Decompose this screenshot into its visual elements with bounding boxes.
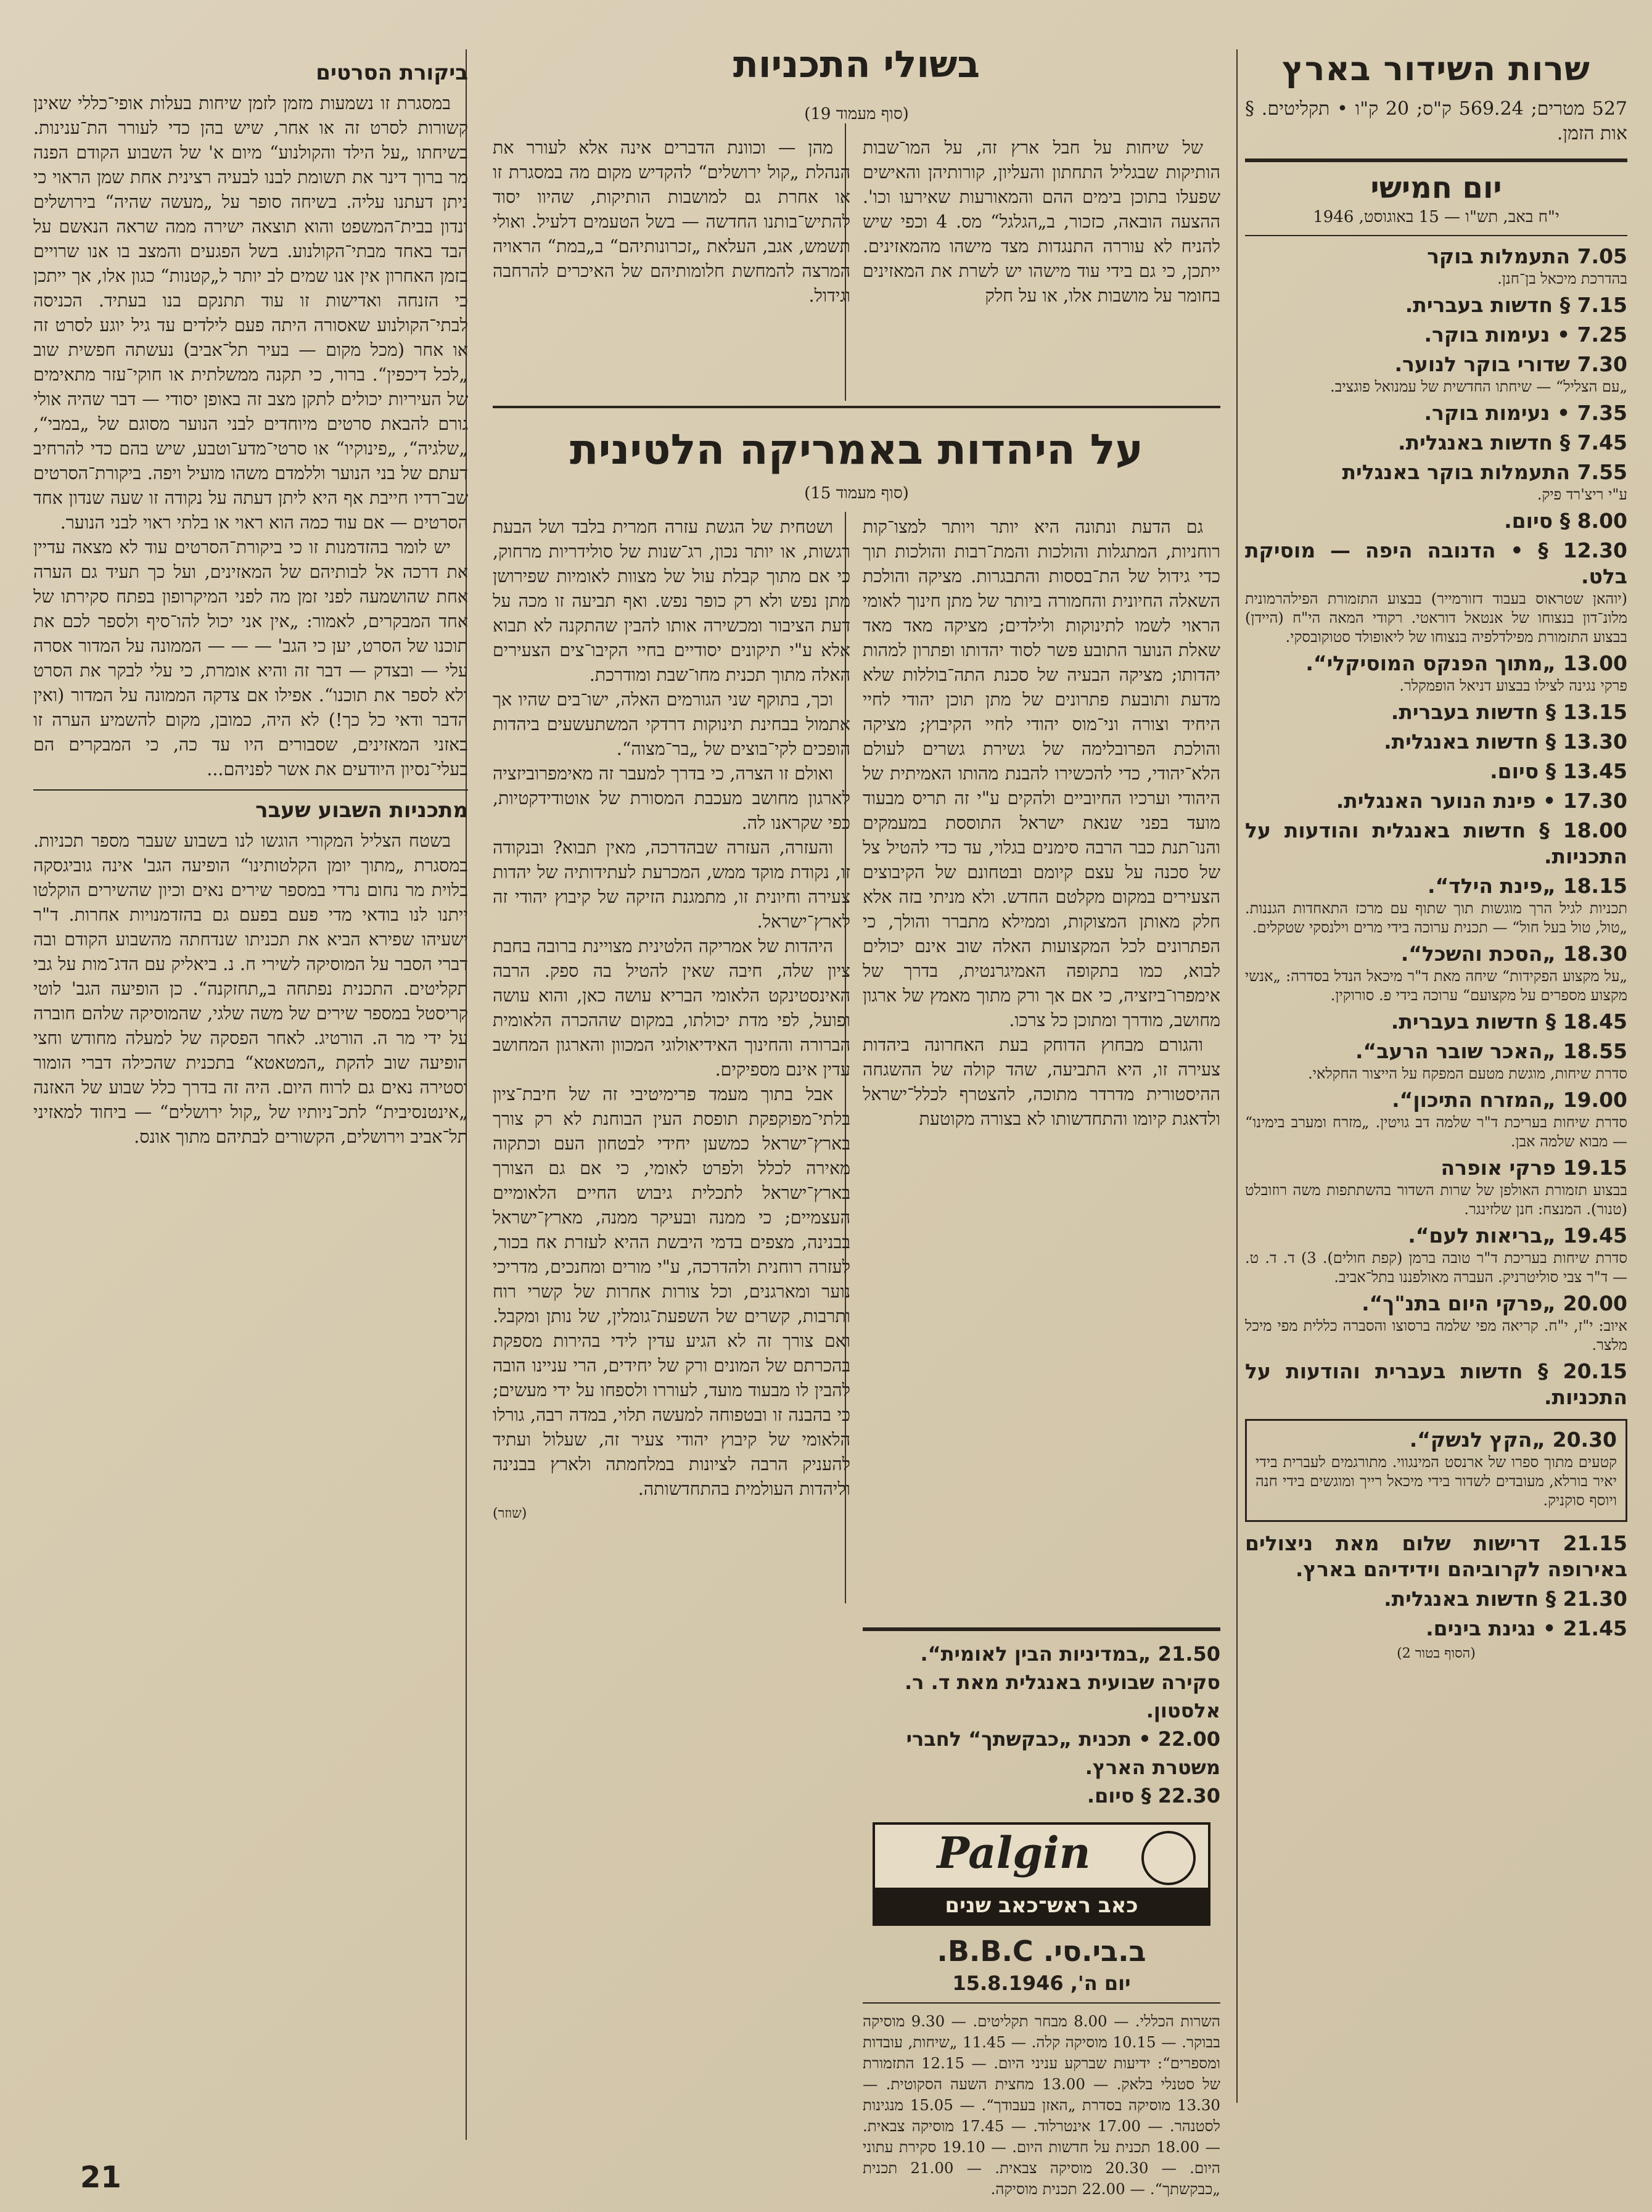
- program-description: איוב: י"ז, י"ח. קריאה מפי שלמה ברסוצו והסברה כללית מפי מיכל מלצר.: [1245, 1317, 1627, 1354]
- article2-text: היהדות של אמריקה הלטינית מצויינת ברובה בחבת ציון שלה, חיבה שאין להטיל בה ספק. הרבה האינסטינקט הלאומי הבריא עושה כאן, והוא עושה ופועל, לפי מדת יכולתו, במקום שההכרה הלאומית הברורה והחינוך האידיאולוגי המכוון והארגון המחושב עדין אינם מספיקים.: [493, 936, 850, 1080]
- program-time-title: 20.15 § חדשות בעברית והודעות על התכניות.: [1245, 1359, 1627, 1409]
- program-item: [1245, 818, 1627, 870]
- program-item: [1245, 699, 1627, 725]
- schedule-masthead: שרות השידור בארץ: [1282, 49, 1590, 88]
- article1-col-a: [863, 136, 1220, 395]
- program-time-title: 13.30 § חדשות באנגלית.: [1384, 730, 1627, 754]
- article2-text: אבל בתוך מעמד פרימיטיבי זה של חיבת־ציון בלתי־מפוקפקת תופסת העין הבוחנת לא רק צורך בארץ־ישראל כמשען יחידי לבטחון העם וכתקוה מאירה לכלל ולפרט לאומי, כי אם גם הצורך בארץ־ישראל לתכלית גיבוש החיים הלאומיים העצמיים; כי ממנה ובעיקר ממנה, מארץ־ישראל בבנינה, מצפים בדמי היבשת ההיא לעזרת אח בכור, לעזרה רוחנית ולהדרכה, ע"י מורים ומחנכים, מדריכי נוער ומארגנים, וכל צורות אחרות של קשרי רוח ותרבות, קשרים של השפעת־גומלין, של נותן ומקבל. ואם צורך זה לא הגיע עדין לידי בהירות מספקת בהכרתם של המונים ורק של יחידים, הרי עניינו הובה להבין לו מבעוד מועד, לעוררו ולספחו על ידי מעשים; כי בהבנה זו ובטפוחה למעשה תלוי, במדה רבה, גורלו הלאומי של קיבוץ יהודי צעיר זה, שעלול ועתיד להעניק הרבה לציונות במלחמתה ולארץ בבנינה וליהדות העולמית בהתחדשותה.: [493, 1084, 850, 1499]
- palgin-logo: Palgin: [937, 1827, 1091, 1878]
- bbc-name: ב.בי.סי. B.B.C.: [937, 1934, 1146, 1968]
- column-rule: [1236, 49, 1238, 2103]
- program-item: [1245, 244, 1627, 289]
- program-time-title: 18.55 „האכר שובר הרעב“.: [1355, 1039, 1627, 1063]
- bbc-date: יום ה', 15.8.1946: [952, 1971, 1131, 1995]
- page-number: 21: [80, 2160, 121, 2195]
- article2-text: והעזרה, העזרה שבהדרכה, מאין תבוא? ובנקודה זו, נקודת מוקד ממש, המכרעת לעתידותיה של יהדות צעירה וחיונית זו, מתמגנת הזיקה של קיבוץ יהודי זה לארץ־ישראל.: [493, 837, 850, 932]
- program-time-title: 20.00 „פרקי היום בתנ"ך“.: [1362, 1291, 1627, 1315]
- article2-text: גם הדעת ונתונה היא יותר ויותר למצו־קות רוחניות, המתגלות והולכות והמת־רבות והולכות תוך כדי גידול של הת־בססות והתבגרות. מציקה והולכת השאלה החיונית והחמורה ביותר של מתן חינוך לאומי הראוי לשמו לתינוקות ולילדים; מציקה מאד מאד שאלת הנוער התובע פשר לסוד יהדותו ופתרון למהות יהדותו; מציקה הבעיה של סכנת התה־בוללות שלא מדעת ותובעת פתרונים של מתן תוכן יהודי לחיי היחיד וצורה וני־מוס יהודי לחיי הקיבוץ; מציקה והולכת הפרובלימה של גשירת גשרים לעולם הלא־יהודי, כדי להכשירו להבנת מהותו האמיתית של היהודי וערכיו החיוביים ולהקים ע"י זה תריס מבעוד מועד בפני שנאת ישראל התוססת במעמקים והנו־תנת כבר הרבה סימנים בגלוי, עד כדי להטיל צל של סכנה על עצם קיומם ובטחונם של הקיבוצים הצעירים במקום מקלטם החדש. ולא מניתי בזה אלא חלק מאותן המצוקות, וממילא מתברר והולך, כי הפתרונים לכל המקצועות האלה שוב אינם יכולים לבוא, כמו בתקופה האמיגרנטית, בדרך של אימפרו־ביזציה, כי אם אך ורק מתוך מאמץ של ארגון מחושב, מודרך ומתוכן כל צרכו.: [863, 517, 1220, 1030]
- program-description: „על מקצוע הפקידות“ שיחה מאת ד"ר מיכאל הנדל בסדרה: „אנשי מקצוע מספרים על מקצועם“ ערוכה בידי פ. סורוקין.: [1245, 968, 1627, 1004]
- article-divider: [493, 406, 1220, 408]
- bbc-top-item: 22.30 § סיום.: [1087, 1784, 1220, 1807]
- bbc-block: [863, 1619, 1221, 2198]
- program-time-title: 13.15 § חדשות בעברית.: [1391, 700, 1627, 724]
- program-item: [1245, 873, 1627, 937]
- last-week-title: מתכניות השבוע שעבר: [255, 798, 468, 823]
- article2-col-a: [863, 515, 1220, 1600]
- article2-col-b: [493, 515, 850, 2168]
- divider: [863, 2002, 1220, 2004]
- program-item: [1245, 651, 1627, 696]
- program-time-title: 20.30 „הקץ לנשק“.: [1409, 1428, 1617, 1452]
- article1-text: של שיחות על חבל ארץ זה, על המו־שבות הותיקות שבגליל התחתון והעליון, קורותיהן והאישים שפעלו בתוכן בימים ההם והמאורעות שאירעו וכו'. ההצעה הובאה, כזכור, ב„הגלגל“ מס. 4 וכפי שיש להניח לא עוררה התנגדות מצד מישהו מהמאזינים. ייתכן, כי גם בידי עוד מישהו יש לשרת את המאזינים בחומר על מושבות אלו, או על חלק: [863, 138, 1220, 306]
- program-list-after: [1245, 1531, 1627, 1642]
- last-week-text: בשטח הצליל המקורי הוגשו לנו בשבוע שעבר מספר תכניות. במסגרת „מתוך יומן הקלטותינו“ הופיעה הגב' אינה גוביגסקה בלוית מר נחום נרדי במספר שירים נאים וכיון שהשירים הוקלטו ייתנו לנו בודאי מדי פעם בפעם גם בהזדמנויות אחרות. ד"ר ישעיהו שפירא הביא את תכניתו שנדחתה מהשבוע הקודם ובה דברי הסבר על המוסיקה לשירי ח. נ. ביאליק עם הדג־מות על גבי תקליטים. התכנית נפתחה ב„תחזקנה“. כן הופיעה הגב' לוטי קריסטל במספר שירים של משה שלגי, שהמוסיקה שלהם חוברה על ידי מר ה. הורטיג. לאחר הפסקה של למעלה מחודש וחצי הופיעה שוב להקת „המטאטא“ בתכנית שהכילה דברי הומור וסטירה נאים גם לרוח היום. היה זה בדרך כלל שבוע של האזנה „אינטנסיבית“ לתכ־ניותיו של „קול ירושלים“ — ביחוד למאזיני תל־אביב וירושלים, הקשורים לבתיהם מתוך אונס.: [33, 831, 468, 1147]
- program-item: [1245, 759, 1627, 784]
- program-item: [1245, 1009, 1627, 1035]
- program-time-title: 12.30 § • הדנובה היפה — מוסיקת בלט.: [1245, 538, 1627, 588]
- program-time-title: 19.45 „בריאות לעם“.: [1408, 1223, 1627, 1248]
- program-item: [1245, 400, 1627, 426]
- program-time-title: 8.00 § סיום.: [1504, 509, 1627, 533]
- palgin-slogan: כאב ראש־כאב שנים: [875, 1888, 1208, 1923]
- program-time-title: 18.15 „פינת הילד“.: [1428, 874, 1627, 898]
- program-item: [1245, 508, 1627, 534]
- bbc-top-item: 22.00 • תכנית „כבקשתך“ לחברי משטרת הארץ.: [906, 1727, 1220, 1779]
- program-time-title: 7.30 שדורי בוקר לנוער.: [1394, 352, 1627, 376]
- day-date: י"ח באב, תש"ו — 15 באוגוסט, 1946: [1313, 208, 1560, 226]
- program-item: [1245, 292, 1627, 318]
- program-description: פרקי נגינה לצילו בבצוע דניאל הופמקלר.: [1399, 677, 1627, 694]
- program-time-title: 21.45 • נגינת בינים.: [1426, 1616, 1627, 1640]
- program-time-title: 7.35 • נעימות בוקר.: [1424, 401, 1627, 425]
- program-time-title: 7.25 • נעימות בוקר.: [1424, 323, 1627, 347]
- program-time-title: 13.45 § סיום.: [1490, 759, 1627, 783]
- palgin-emblem-icon: [1141, 1831, 1196, 1885]
- program-item: [1245, 430, 1627, 456]
- bbc-program-list: השרות הכללי. — 8.00 מבחר תקליטים. — 9.30 מוסיקה בבוקר. — 10.15 מוסיקה קלה. — 11.45 „שיחות, עובדות ומספרים“: ידיעות שברקע עניני היום. — 12.15 התזמורת של סטנלי בלאק. — 13.00 מחצית השעה הסקוטית. — 13.30 מוסיקה בסדרת „האזן בעבודך“. — 15.05 מנגינות לסטנהר. — 17.00 אינטרלוד. — 17.45 מוסיקה צבאית. — 18.00 תכנית על חדשות היום. — 19.10 סקירת עתוני היום. — 20.30 מוסיקה צבאית. — 21.00 תכנית „כבקשתך“. — 22.00 תכנית מוסיקה.: [863, 2012, 1221, 2198]
- program-item: [1245, 1359, 1627, 1410]
- program-time-title: 18.30 „הסכת והשכל“.: [1400, 942, 1627, 966]
- program-item: [1245, 1616, 1627, 1642]
- article2-title: על היהדות באמריקה הלטינית: [570, 426, 1143, 474]
- program-list: [1245, 244, 1627, 1410]
- article2-text: ושטחית של הגשת עזרה חמרית בלבד ושל הבעת רגשות, או יותר נכון, רג־שנות של סולידריות מרחוק, כי אם מתוך קבלת עול של מצוות לאומיות שפירושן מתן נפש ולא רק כופר נפש. ואף תביעה זו מכה על דעת הציבור ומכשירה אותו להבין שהתקנה לא תבוא אלא ע"י תיקונים יסודיים בחיי הקיבו־צים הצעירים האלה מתוך תכנית מחו־שבת ומודרכת.: [493, 517, 850, 685]
- program-item: [1245, 459, 1627, 504]
- program-time-title: 19.00 „המזרח התיכון“.: [1392, 1088, 1627, 1112]
- program-time-title: 21.15 דרישות שלום מאת ניצולים באירופה לקרוביהם וידידיהם בארץ.: [1245, 1531, 1627, 1581]
- program-description: בבצוע תזמורת האולפן של שרות השדור בהשתתפות משה רוזובלט (טנור). המנצח: חנן שלזינגר.: [1245, 1182, 1627, 1218]
- program-time-title: 17.30 • פינת הנוער האנגלית.: [1336, 789, 1627, 813]
- palgin-advertisement: [873, 1822, 1210, 1926]
- continued-note: (הסוף בטור 2): [1397, 1646, 1476, 1661]
- program-time-title: 7.45 § חדשות באנגלית.: [1398, 430, 1627, 454]
- program-description: סדרת שיחות, מוגשת מטעם המפקח על הייצור החקלאי.: [1308, 1065, 1627, 1082]
- program-item: [1245, 1155, 1627, 1219]
- program-description: בהדרכת מיכאל בן־חנן.: [1497, 270, 1627, 287]
- article2-continued: (סוף מעמוד 15): [804, 484, 909, 503]
- program-item: [1245, 1531, 1627, 1582]
- program-description: ע"י ריצ'רד פיק.: [1537, 486, 1627, 503]
- program-item: [1245, 788, 1627, 814]
- program-item: [1245, 352, 1627, 397]
- article2-text: וכך, בתוקף שני הגורמים האלה, ישו־בים שהיו אך אתמול בבחינת תינוקות דרדקי המשתעשעים ביהדות הופכים לקי־בוצים של „בר־מצוה“.: [493, 689, 850, 759]
- article2-text: והגורם מבחוץ הדוחק בעת האחרונה ביהדות צעירה זו, היא התביעה, שהד קולה של ההשגחה ההיסטורית מדרדר מתוכה, להצטרף לכלל־ישראל ולדאגת קיומו והתחדשותו לא בצורה מקוטעת: [863, 1035, 1220, 1129]
- program-time-title: 21.30 § חדשות באנגלית.: [1384, 1587, 1627, 1611]
- program-item: [1245, 1087, 1627, 1151]
- article2-text: ואולם זו הצרה, כי בדרך למעבר זה מאימפרוביזציה לארגון מחושב מעכבת המסורת של אוטודידקטיות, כפי שקראנו לה.: [493, 763, 850, 833]
- bbc-top-item: 21.50 „במדיניות הבין לאומית“. סקירה שבועית באנגלית מאת ד. ר. אלסטון.: [905, 1642, 1220, 1722]
- program-time-title: 18.45 § חדשות בעברית.: [1391, 1009, 1627, 1034]
- article1-continued: (סוף מעמוד 19): [804, 105, 909, 123]
- program-item: [1245, 1291, 1627, 1355]
- radio-schedule-column: [1245, 49, 1627, 2109]
- article1-text: מהן — וכוונת הדברים אינה אלא לעורר את הנהלת „קול ירושלים“ להקדיש מקום מה במסגרת זו או אחרת גם למושבות הותיקות, שהיוו יסוד להתיש־בותנו החדשה — בשל הטעמים דלעיל. ואולי תשמש, אגב, העלאת „זכרונותיהם“ ב„במת“ הראויה המרצה להמחשת חלומותיהם של האיכרים להרחבה וגידול.: [493, 138, 850, 306]
- program-description: סדרת שיחות בעריכת ד"ר טובה ברמן (קפת חולים). 3) ד. ד. ט. — ד"ר צבי סוליטרניק. העברה מאולפננו בתל־אביב.: [1245, 1249, 1627, 1286]
- program-description: קטעים מתוך ספרו של ארנסט המינגווי. מתורגמים לעברית בידי יאיר בורלא, מעובדים לשדור בידי מיכאל רייך ומוגשים בידי חנה ויוסף סוקניק.: [1255, 1453, 1617, 1509]
- program-time-title: 7.05 התעמלות בוקר: [1427, 244, 1627, 268]
- program-time-title: 18.00 § חדשות באנגלית והודעות על התכניות.: [1245, 818, 1627, 868]
- program-item: [1245, 729, 1627, 755]
- left-column: [33, 56, 468, 2146]
- program-description: „עם הצליל“ — שיחתו החדשית של עמנואל פוגציב.: [1330, 378, 1627, 395]
- divider: [33, 789, 468, 791]
- article2-signature: (שוזר): [493, 1506, 527, 1521]
- film-review-text: יש לומר בהזדמנות זו כי ביקורת־הסרטים עוד לא מצאה עדיין את דרכה אל לבותיהם של המאזינים, ועל כך תעיד גם הערה אחת שהושמעה לפני זמן מה לפני המיקרופון בפתח סקירתו של אחד המבקרים, לאמור: „אין אני יכול להו־סיף ולספר לכם את תוכנו של הסרט, יען כי הגב' — — — הממונה על המדור אסרה עלי — ובצדק — דבר זה והיא אומרת, כי עלי לבקר את הסרט ולא לספר את תוכנו“. אפילו אם צדקה הממונה על המדור (ואין הדבר ודאי כל כך!) לא היה, כמובן, מקום להשמיע הערה זו באזני המאזינים, שסבורים היו עד כה, כי המבקרים הם בעלי־נסיון היודעים את אשר לפניהם...: [33, 537, 468, 779]
- program-item: [1245, 538, 1627, 647]
- film-review-text: במסגרת זו נשמעות מזמן לזמן שיחות בעלות אופי־כללי שאינן קשורות לסרט זה או אחר, שיש בהן כדי לעורר הת־ענינות. בשיחתו „על הילד והקולנוע“ מיום א' של השבוע הקודם הפנה מר ברוך דינר את תשומת לבנו לבעיה רצינית אחת שמן הראוי כי ניתן דעתנו עליה. בשיחה סופר על „מעשה שהיה“ בירושלים ונדון בבית־המשפט והוא תוצאה ישירה ממה שראה הנאשם על הבד באחד מבתי־הקולנוע. בשל הפגעים והמצב בו אנו שרויים בזמן האחרון אין אנו שמים לב יותר ל„קטנות“ כגון אלו, אך ייתכן כי הזנחה ואדישות זו עוד תתנקם בנו בעתיד. הכניסה לבתי־הקולנוע שאסורה היתה פעם לילדים עד גיל יוגע לסרט זה או אחר (מכל מקום — בעיר תל־אביב) נעשתה חפשית שוב „לכל דיכפין“. ברור, כי תקנה ממשלתית או חוקי־עזר מתאימים של העיריות יכולים לתקן מצב זה באופן יסודי — דבר שהיה אולי גורם להבאת סרטים מיוחדים לבני הנוער מסוגם של „במבי“, „שלגיה“, „פינוקיו“ או סרטי־מדע־וטבע, שיש בהם כדי להרחיב דעתם של בני הנוער וללמדם משהו מועיל ויפה. ביקורת־הסרטים שב־רדיו חייבת אף היא ליתן דעתה על נקודה זו שעה שנדון אחד הסרטים — אם עוד כמה הוא ראוי או בלתי ראוי לבני הנוער.: [33, 93, 468, 533]
- program-description: (יוהאן שטראוס בעבוד דזורמייר) בבצוע התזמורת הפילהרמונית מלונ־דון בנצוחו של אנטאל דוראטי. רקודי המאה הי"ח (היידן) בבצוע התזמורת מפילדלפיה בנצוחו של ליאופולד סטוקובסקי.: [1245, 590, 1627, 646]
- program-time-title: 19.15 פרקי אופרה: [1440, 1156, 1627, 1180]
- program-description: סדרת שיחות בעריכת ד"ר שלמה דב גויטין. „מזרח ומערב בימינו“ — מבוא שלמה אבן.: [1245, 1114, 1627, 1150]
- article1-title: בשולי התכניות: [733, 43, 980, 86]
- program-item: [1245, 1038, 1627, 1083]
- program-item: [1245, 1223, 1627, 1287]
- program-time-title: 7.55 התעמלות בוקר באנגלית: [1342, 460, 1627, 484]
- program-item: [1245, 941, 1627, 1005]
- film-review-title: ביקורת הסרטים: [316, 60, 468, 85]
- divider: [863, 1627, 1220, 1631]
- program-item: [1245, 1586, 1627, 1612]
- day-title: יום חמישי: [1370, 171, 1502, 205]
- boxed-program: [1245, 1419, 1627, 1522]
- program-item: [1245, 322, 1627, 348]
- frequency-line: 527 מטרים; 569.24 ק"ס; 20 ק"ו • תקליטים. § אות הזמן.: [1245, 98, 1627, 144]
- article1-col-b: [493, 136, 850, 395]
- divider: [1245, 158, 1627, 162]
- program-time-title: 7.15 § חדשות בעברית.: [1405, 293, 1627, 317]
- program-description: תכניות לגיל הרך מוגשות תוך שתוף עם מרכז התאחדות הגננות. „טול, טול בעל חול“ — תכנית ערוכה בידי מרים וילנסקי שטקלים.: [1245, 900, 1627, 936]
- divider: [1245, 235, 1627, 236]
- program-time-title: 13.00 „מתוך הפנקס המוסיקלי“.: [1305, 651, 1627, 675]
